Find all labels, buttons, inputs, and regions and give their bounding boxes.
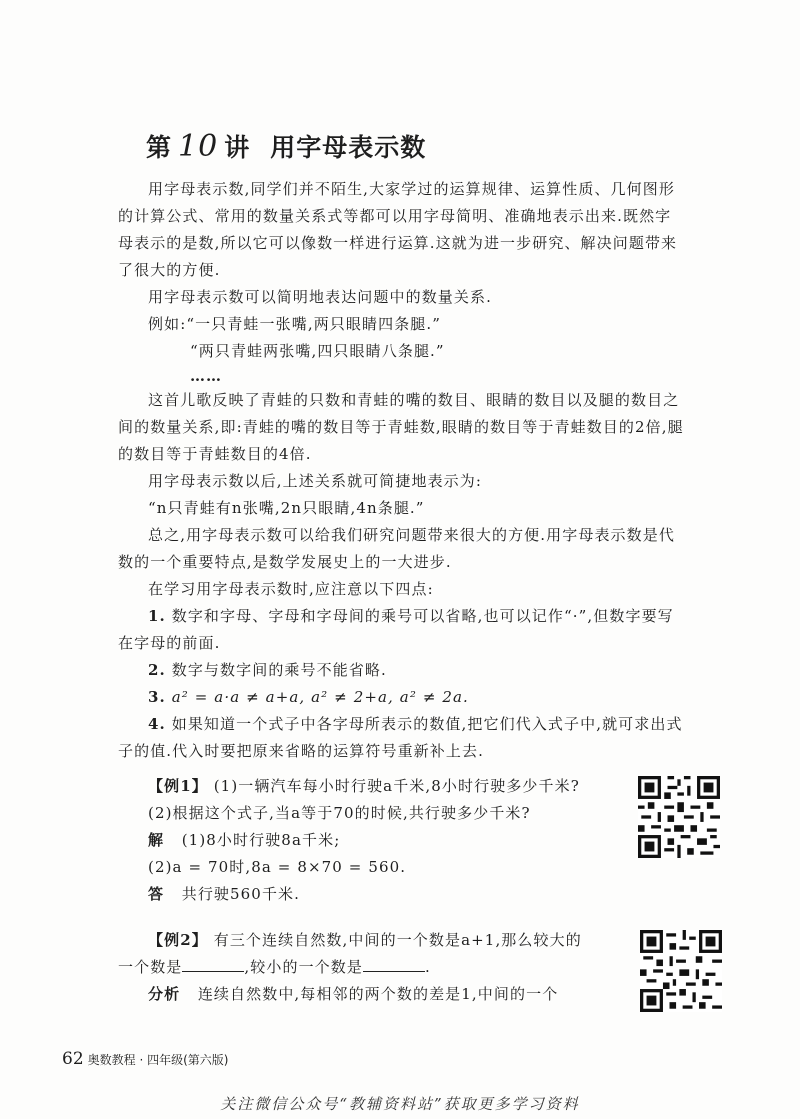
answer-blank-larger[interactable] (182, 957, 244, 972)
point-3 (118, 684, 684, 711)
lesson-title (146, 128, 426, 164)
paragraph-intro: 用字母表示数,同学们并不陌生,大家学过的运算规律、运算性质、几何图形的计算公式、常用的数量关系式等都可以用字母简明、准确地表示出来.既然字母表示的是数,所以它可以像数一样进行运算.这就为进一步研究、解决问题带来了很大的方便. (118, 180, 678, 279)
example-2-question-1 (118, 927, 628, 954)
book-title: 奥数教程 · 四年级(第六版) (87, 1053, 229, 1067)
lesson-prefix: 第 (146, 133, 173, 162)
point-4 (118, 711, 684, 765)
example-2-q1: 有三个连续自然数,中间的一个数是a+1,那么较大的 (213, 931, 582, 949)
paragraph-ellipsis: …… (190, 367, 222, 385)
page-number: 62 (62, 1049, 84, 1069)
example-2-analysis-label: 分析 (148, 985, 181, 1003)
point-2-text: 数字与数字间的乘号不能省略. (171, 661, 387, 679)
point-1 (118, 603, 684, 657)
paragraph-formula-rhyme: “n只青蛙有n张嘴,2n只眼睛,4n条腿.” (148, 499, 425, 517)
lesson-body (118, 176, 684, 765)
example-1 (118, 773, 638, 908)
example-1-solution-1 (118, 827, 638, 854)
example-1-question-1 (118, 773, 638, 800)
lesson-name: 用字母表示数 (270, 133, 427, 162)
paragraph-example-line-2: “两只青蛙两张嘴,四只眼睛八条腿.” (190, 342, 445, 360)
example-2-label: 【例2】 (148, 931, 208, 949)
example-1-answer (118, 881, 638, 908)
example-1-s2: (2)a = 70时,8a = 8×70 = 560. (148, 858, 407, 876)
page-footer (62, 1049, 228, 1069)
point-4-number: 4. (148, 715, 166, 733)
paragraph-example-line-1: 例如:“一只青蛙一张嘴,两只眼睛四条腿.” (148, 315, 442, 333)
example-2-analysis (118, 981, 628, 1008)
example-2-q2a: 一个数是 (118, 958, 183, 976)
example-2 (118, 927, 628, 1008)
paragraph-purpose: 用字母表示数可以简明地表达问题中的数量关系. (148, 288, 492, 306)
point-3-number: 3. (148, 688, 166, 706)
point-4-text: 如果知道一个式子中各字母所表示的数值,把它们代入式子中,就可求出式子的值.代入时要把原来省略的运算符号重新补上去. (118, 715, 683, 760)
answer-blank-smaller[interactable] (363, 957, 425, 972)
paragraph-summary: 总之,用字母表示数可以给我们研究问题带来很大的方便.用字母表示数是代数的一个重要特点,是数学发展史上的一大进步. (118, 526, 675, 571)
point-1-text: 数字和字母、字母和字母间的乘号可以省略,也可以记作“·”,但数字要写在字母的前面. (118, 607, 674, 652)
qr-code-example-2[interactable] (640, 930, 722, 1012)
point-1-number: 1. (148, 607, 166, 625)
example-1-solution-label: 解 (148, 831, 165, 849)
example-1-label: 【例1】 (148, 777, 208, 795)
lesson-number: 10 (178, 129, 219, 164)
example-1-answer-text: 共行驶560千米. (181, 885, 301, 903)
example-1-q2: (2)根据这个式子,当a等于70的时候,共行驶多少千米? (148, 804, 531, 822)
point-2-number: 2. (148, 661, 166, 679)
example-1-q1: (1)一辆汽车每小时行驶a千米,8小时行驶多少千米? (213, 777, 580, 795)
example-1-answer-label: 答 (148, 885, 165, 903)
watermark: 关注微信公众号“教辅资料站”获取更多学习资料 (220, 1095, 580, 1113)
point-3-text: a² = a·a ≠ a+a, a² ≠ 2+a, a² ≠ 2a. (171, 688, 469, 706)
example-2-q2c: . (424, 958, 431, 976)
paragraph-shortcut: 用字母表示数以后,上述关系就可简捷地表示为: (148, 472, 483, 490)
example-2-q2b: ,较小的一个数是 (244, 958, 363, 976)
example-1-s1: (1)8小时行驶8a千米; (181, 831, 341, 849)
example-2-analysis-text: 连续自然数中,每相邻的两个数的差是1,中间的一个 (197, 985, 559, 1003)
point-2 (118, 657, 684, 684)
qr-code-example-1[interactable] (638, 776, 720, 858)
lesson-suffix: 讲 (224, 133, 251, 162)
paragraph-explanation: 这首儿歌反映了青蛙的只数和青蛙的嘴的数目、眼睛的数目以及腿的数目之间的数量关系,即:青蛙的嘴的数目等于青蛙数,眼睛的数目等于青蛙数目的2倍,腿的数目等于青蛙数目的4倍. (118, 391, 684, 463)
paragraph-four-points: 在学习用字母表示数时,应注意以下四点: (148, 580, 434, 598)
example-2-question-2 (118, 954, 628, 981)
